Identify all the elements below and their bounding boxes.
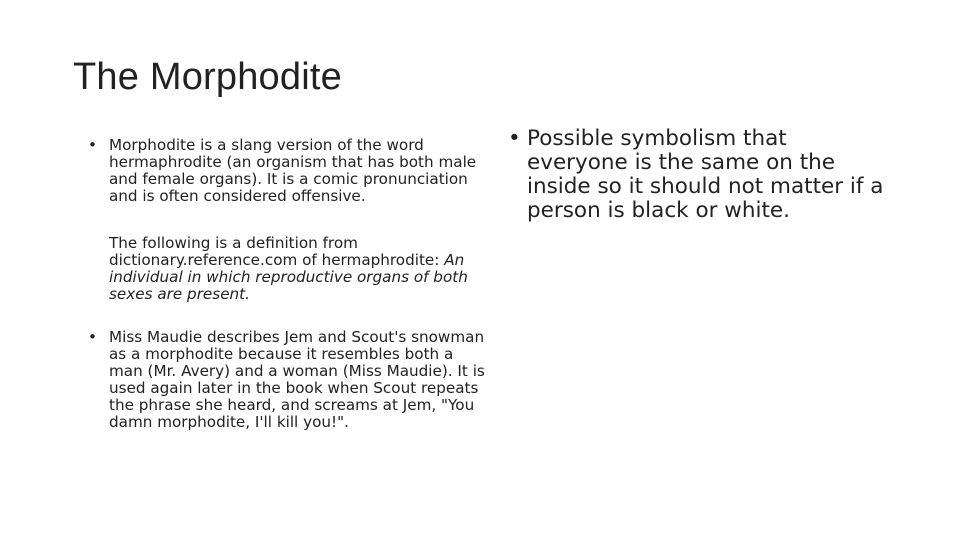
slide-title: The Morphodite: [73, 56, 342, 98]
left-bullet-1-text: Morphodite is a slang version of the word hermaphrodite (an organism that has both male and female organs). It is a comic pronunciation and is often considered offensive.: [109, 136, 477, 205]
left-bullet-miss-maudie: [88, 329, 488, 431]
definition-italic-text: An individual in which reproductive organs of both sexes are present.: [109, 251, 468, 303]
right-bullet-1-text: Possible symbolism that everyone is the same on the inside so it should not matter if a person is black or white.: [527, 126, 884, 223]
bullet-icon: •: [508, 126, 521, 151]
right-bullet-symbolism: [508, 127, 888, 223]
left-bullet-morphodite-definition: [88, 137, 488, 205]
definition-intro-text: The following is a definition from dictionary.reference.com of hermaphrodite:: [109, 234, 440, 269]
left-bullet-3-text: Miss Maudie describes Jem and Scout's snowman as a morphodite because it resembles both a man (Mr. Avery) and a woman (Miss Maudie). It is used again later in the book when Scout repeats the phrase she heard, and screams at Jem, "You damn morphodite, I'll kill you!".: [109, 328, 485, 431]
bullet-icon: •: [88, 136, 97, 154]
left-paragraph-dictionary-definition: [109, 235, 489, 303]
bullet-icon: •: [88, 328, 97, 346]
